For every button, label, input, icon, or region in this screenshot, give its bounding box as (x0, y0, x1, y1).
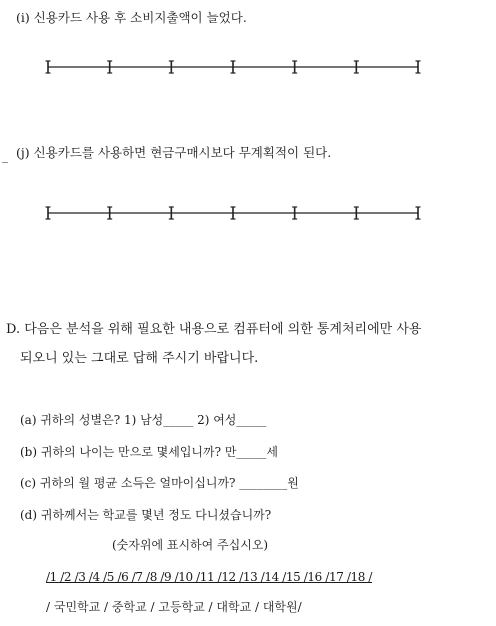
likert-scale-2-graphic (44, 205, 422, 221)
section-d-letter: D. (6, 322, 21, 337)
section-d-intro-2: 되오니 있는 그대로 답해 주시기 바랍니다. (20, 351, 259, 366)
margin-mark: _ (2, 149, 8, 163)
question-d-instruction: (숫자위에 표시하여 주십시오) (112, 538, 269, 552)
question-c[interactable]: (c) 귀하의 월 평균 소득은 얼마이십니까? ________원 (20, 476, 299, 490)
section-d-intro-text-1: 다음은 분석을 위해 필요한 내용으로 컴퓨터에 의한 통계처리에만 사용 (24, 322, 422, 337)
question-b[interactable]: (b) 귀하의 나이는 만으로 몇세입니까? 만_____세 (20, 445, 279, 459)
statement-j-label: (j) 신용카드를 사용하면 현금구매시보다 무계획적이 된다. (16, 145, 332, 160)
likert-scale-1-graphic (44, 59, 422, 75)
years-scale[interactable]: /1 /2 /3 /4 /5 /6 /7 /8 /9 /10 /11 /12 /13 /14 /15 /16 /17 /18 / (46, 570, 373, 584)
question-a[interactable]: (a) 귀하의 성별은? 1) 남성_____ 2) 여성_____ (20, 413, 267, 427)
section-d-intro-1 (6, 322, 421, 338)
question-d: (d) 귀하께서는 학교를 몇년 정도 다니셨습니까? (20, 508, 272, 522)
likert-scale-2[interactable] (44, 205, 422, 221)
school-levels: / 국민학교 / 중학교 / 고등학교 / 대학교 / 대학원/ (46, 600, 302, 614)
statement-i-label: (i) 신용카드 사용 후 소비지출액이 늘었다. (16, 10, 247, 25)
likert-scale-1[interactable] (44, 59, 422, 75)
